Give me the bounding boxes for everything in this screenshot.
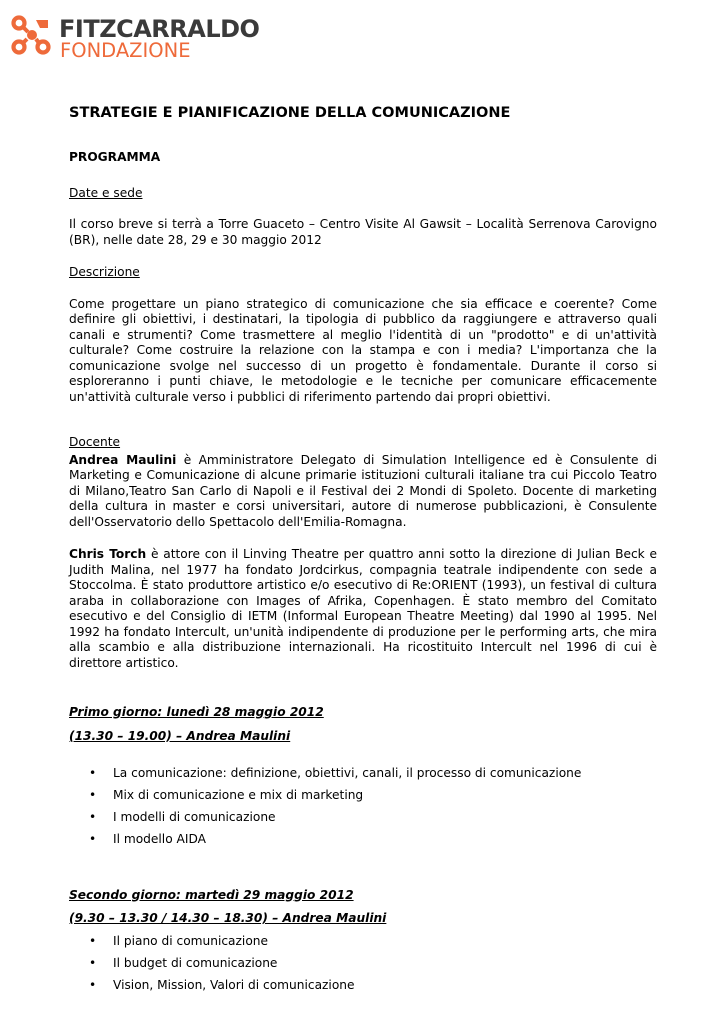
bullet-icon: • [89,977,97,992]
day-2-list [69,934,657,994]
list-item: • Il modello AIDA [89,832,206,846]
list-item: • Vision, Mission, Valori di comunicazione [89,977,355,992]
docente-2-bio: è attore con il Linving Theatre per quattro anni sotto la direzione di Julian Beck e Judith Malina, nel 1977 ha fondato Jordcirkus, compagnia teatrale indipendente con sede a Stoccolma. È stato produttore artistico e/o esecutivo di Re:ORIENT (1993), un festival di cultura araba in collaborazione con Images of Afrika, Copenhagen. È stato membro del Comitato esecutivo e del Consiglio di IETM (Informal European Theatre Meeting) dal 1990 al 1995. Nel 1992 ha fondato Intercult, un'unità indipendente di produzione per le performing arts, che mira alla scambio e alla distribuzione internazionali. Ha ricostituito Intercult nel 1996 di cui è direttore artistico. [69,547,657,670]
list-item: • I modelli di comunicazione [89,810,276,824]
docente-1-name: Andrea Maulini [69,452,177,467]
document-title: STRATEGIE E PIANIFICAZIONE DELLA COMUNICAZIONE [69,105,511,121]
day-1-list [69,766,657,848]
day-1-section [69,705,657,848]
list-item: • Il budget di comunicazione [89,955,278,970]
bullet-icon: • [89,955,97,970]
description-paragraph: Come progettare un piano strategico di comunicazione che sia efficace e coerente? Come definire gli obiettivi, i destinatari, la tipologia di pubblico da raggiungere e attraverso quali canali e strumenti? Come trasmettere al meglio l'identità di un "prodotto" e di un'attività culturale? Come costruire la relazione con la stampa e con i media? L'importanza che la comunicazione svolge nel successo di un progetto è fondamentale. Durante il corso si esploreranno i punti chiave, le metodologie e le tecniche per comunicare efficacemente un'attività culturale verso i pubblici di riferimento partendo dai propri obiettivi. [69,296,657,404]
date-paragraph: Il corso breve si terrà a Torre Guaceto – Centro Visite Al Gawsit – Località Serrenova Carovigno (BR), nelle date 28, 29 e 30 maggio 2012 [69,217,657,247]
day-1-time: (13.30 – 19.00) – Andrea Maulini [69,728,291,743]
docente-1-bio: è Amministratore Delegato di Simulation Intelligence ed è Consulente di Marketing e Comunicazione di alcune primarie istituzioni culturali italiane tra cui Piccolo Teatro di Milano,Teatro San Carlo di Napoli e il Festival dei 2 Mondi di Spoleto. Docente di marketing della cultura in master e corsi universitari, autore di numerose pubblicazioni, è Consulente dell'Osservatorio dello Spettacolo dell'Emilia-Romagna. [69,452,657,529]
fondazione-logo-mark-icon [10,14,54,58]
list-item: • La comunicazione: definizione, obiettivi, canali, il processo di comunicazione [89,766,582,780]
bullet-icon: • [89,832,97,846]
docente-section-label: Docente [69,435,121,449]
bullet-icon: • [89,933,97,948]
bullet-icon: • [89,766,97,780]
day-1-heading: Primo giorno: lunedì 28 maggio 2012 [69,705,324,719]
list-item: • Il piano di comunicazione [89,933,268,948]
description-section-label: Descrizione [69,265,140,279]
docente-1-paragraph [69,453,657,531]
bullet-icon: • [89,788,97,802]
list-item: • Mix di comunicazione e mix di marketing [89,788,364,802]
docente-2-name: Chris Torch [69,547,147,561]
logo-title: FITZCARRALDO [59,15,260,43]
logo [10,14,260,64]
bullet-icon: • [89,810,97,824]
docente-2-paragraph [69,547,657,671]
day-2-time: (9.30 – 13.30 / 14.30 – 18.30) – Andrea Maulini [69,911,387,925]
program-heading: PROGRAMMA [69,150,161,164]
day-2-heading: Secondo giorno: martedì 29 maggio 2012 [69,887,354,902]
date-section-label: Date e sede [69,185,143,200]
day-2-section [69,888,657,994]
logo-subtitle: FONDAZIONE [60,39,191,62]
document-body [69,104,657,1000]
